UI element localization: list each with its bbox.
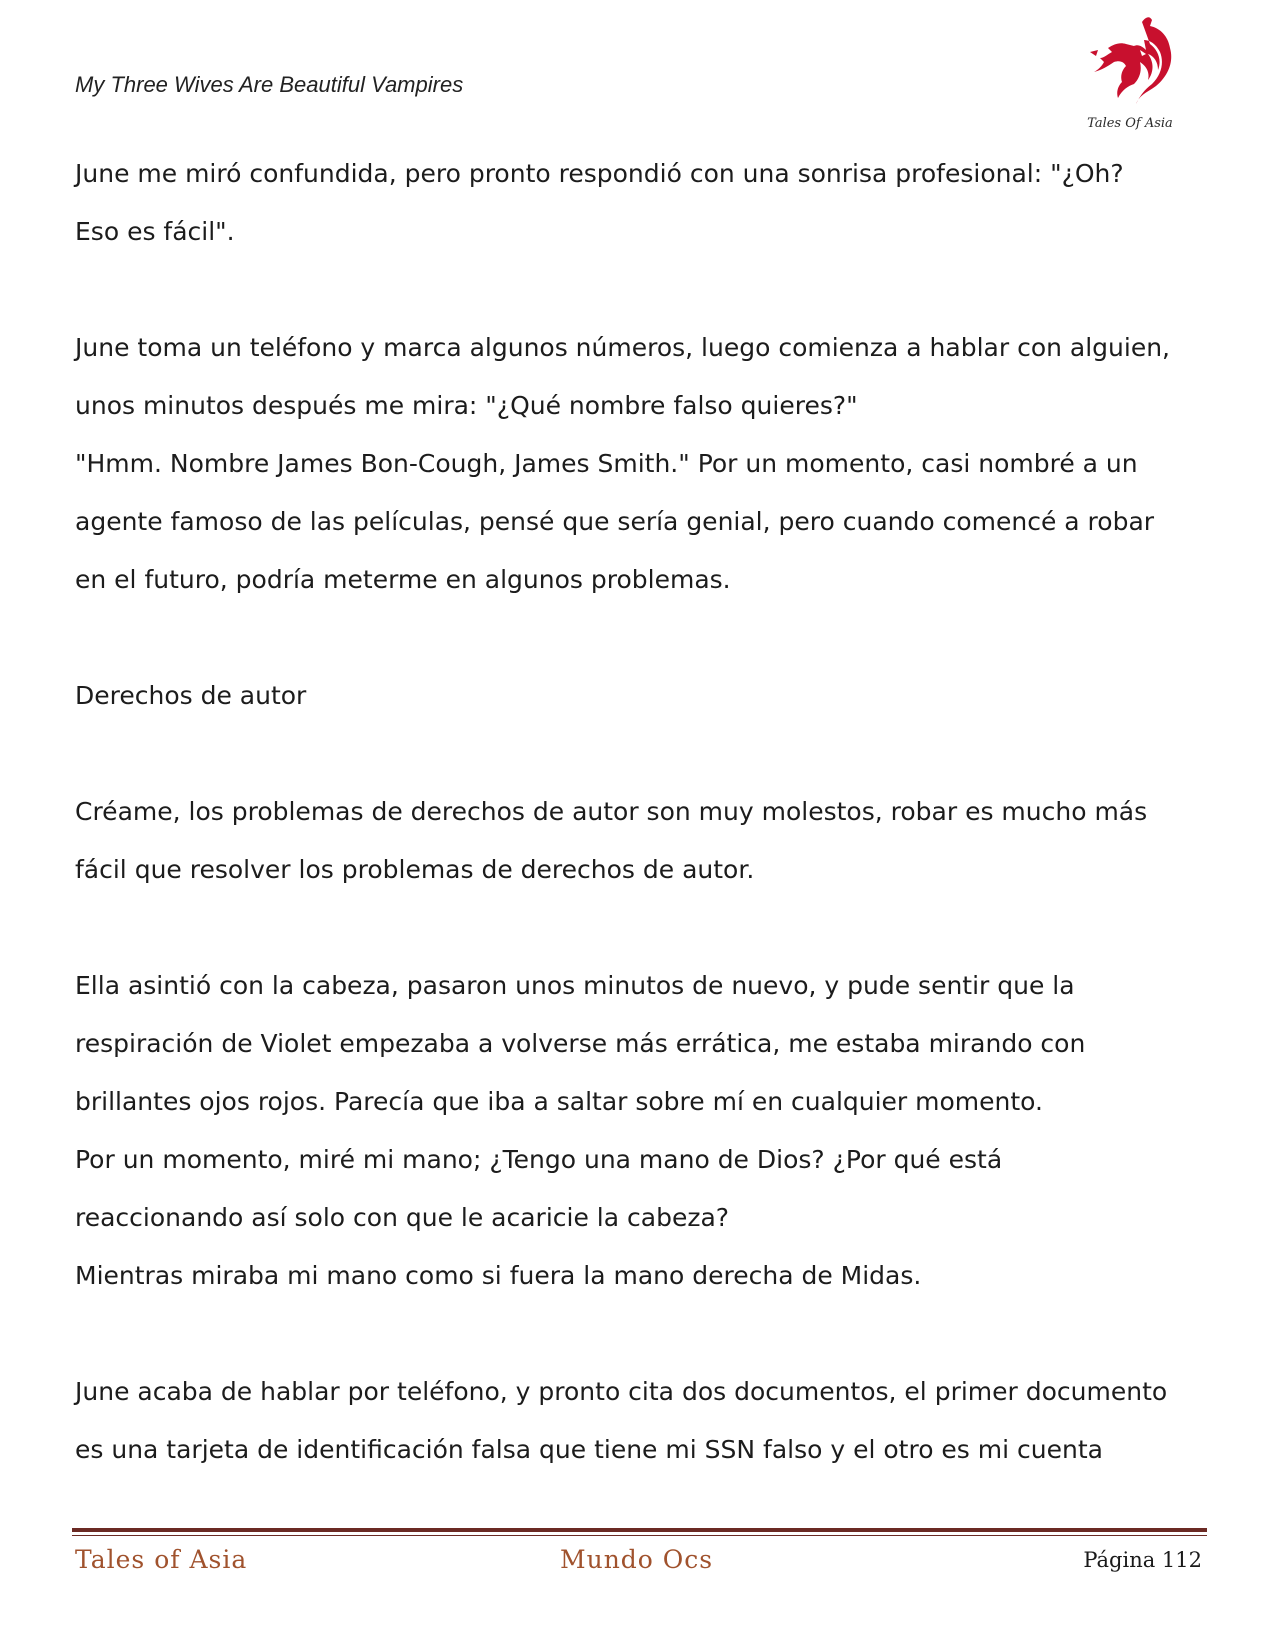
footer-site: Mundo Ocs	[560, 1545, 714, 1574]
text-line: en el futuro, podría meterme en algunos problemas.	[75, 565, 731, 594]
logo-text: Tales Of Asia	[1087, 116, 1173, 131]
paragraph	[75, 145, 1215, 261]
text-line: brillantes ojos rojos. Parecía que iba a saltar sobre mí en cualquier momento.	[75, 1087, 1043, 1116]
text-line: agente famoso de las películas, pensé que sería genial, pero cuando comencé a robar	[75, 507, 1155, 536]
text-line: respiración de Violet empezaba a volverse más errática, me estaba mirando con	[75, 1029, 1086, 1058]
footer-divider	[72, 1528, 1207, 1532]
text-line: June me miró confundida, pero pronto respondió con una sonrisa profesional: "¿Oh?	[75, 159, 1124, 188]
paragraph	[75, 1363, 1215, 1479]
dragon-icon	[1080, 14, 1180, 114]
paragraph	[75, 319, 1215, 609]
text-line: reaccionando así solo con que le acaricie la cabeza?	[75, 1203, 730, 1232]
footer-brand: Tales of Asia	[75, 1545, 248, 1574]
text-line: fácil que resolver los problemas de derechos de autor.	[75, 855, 755, 884]
paragraph	[75, 783, 1215, 899]
text-line: es una tarjeta de identificación falsa que tiene mi SSN falso y el otro es mi cuenta	[75, 1435, 1103, 1464]
tales-of-asia-logo	[1080, 14, 1180, 134]
text-line: unos minutos después me mira: "¿Qué nombre falso quieres?"	[75, 391, 858, 420]
text-line: Mientras miraba mi mano como si fuera la mano derecha de Midas.	[75, 1261, 922, 1290]
footer-divider-thin	[72, 1535, 1207, 1536]
paragraph	[75, 957, 1215, 1305]
page-number: Página 112	[1083, 1548, 1202, 1572]
text-line: "Hmm. Nombre James Bon-Cough, James Smith." Por un momento, casi nombré a un	[75, 449, 1138, 478]
text-line: Eso es fácil".	[75, 217, 235, 246]
text-line: June toma un teléfono y marca algunos números, luego comienza a hablar con alguien,	[75, 333, 1171, 362]
document-body	[75, 145, 1215, 1537]
section-heading	[75, 667, 1215, 725]
text-line: Créame, los problemas de derechos de autor son muy molestos, robar es mucho más	[75, 797, 1148, 826]
text-line: Por un momento, miré mi mano; ¿Tengo una mano de Dios? ¿Por qué está	[75, 1145, 1003, 1174]
text-line: Derechos de autor	[75, 681, 307, 710]
text-line: June acaba de hablar por teléfono, y pronto cita dos documentos, el primer documento	[75, 1377, 1168, 1406]
text-line: Ella asintió con la cabeza, pasaron unos minutos de nuevo, y pude sentir que la	[75, 971, 1075, 1000]
book-title: My Three Wives Are Beautiful Vampires	[75, 72, 464, 97]
